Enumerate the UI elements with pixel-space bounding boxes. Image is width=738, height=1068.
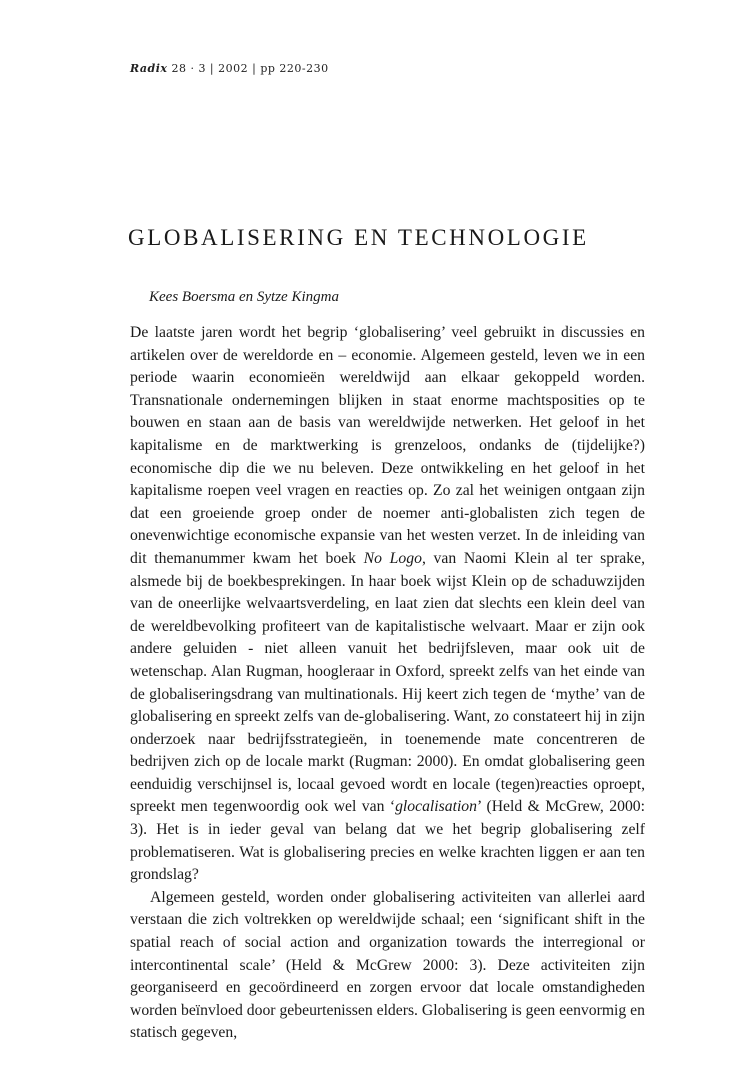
paragraph-1-text-b: , van Naomi Klein al ter sprake, alsmede bij de boekbesprekingen. In haar boek wijst Klein op de schaduwzijden van de oneerlijke welvaartsverdeling, en laat zien dat slechts een klein deel van de wereldbevolking profiteert van de kapitalistische welvaart. Maar er zijn ook andere geluiden - niet alleen vanuit het bedrijfsleven, maar ook uit de wetenschap. Alan Rugman, hoogleraar in Oxford, spreekt zelfs van het einde van de globaliseringsdrang van multinationals. Hij keert zich tegen de ‘mythe’ van de globalisering en spreekt zelfs van de-globalisering. Want, zo constateert hij in zijn onderzoek naar bedrijfsstrategieën, in toenemende mate concentreren de bedrijven zich op de locale markt (Rugman: 2000). En omdat globalisering geen eenduidig verschijnsel is, locaal gevoed wordt en locale (tegen)reacties oproept, spreekt men tegenwoordig ook wel van ‘: [130, 549, 645, 816]
journal-name: Radix: [130, 62, 168, 75]
paragraph-1: [130, 322, 645, 887]
term-glocalisation: glocalisation: [395, 798, 477, 816]
paragraph-1-text-a: De laatste jaren wordt het begrip ‘globalisering’ veel gebruikt in discussies en artikelen over de wereldorde en – economie. Algemeen gesteld, leven we in een periode waarin economieën wereldwijd aan elkaar gekoppeld worden. Transnationale ondernemingen blijken in staat enorme machtsposities op te bouwen en staan aan de basis van wereldwijde netwerken. Het geloof in het kapitalisme en de marktwerking is grenzeloos, ondanks de (tijdelijke?) economische dip die we nu beleven. Deze ontwikkeling en het geloof in het kapitalisme roepen veel vragen en reacties op. Zo zal het weinigen ontgaan zijn dat een groeiende groep onder de noemer anti-globalisten zich tegen de onevenwichtige economische expansie van het westen verzet. In de inleiding van dit themanummer kwam het boek: [130, 324, 645, 567]
paragraph-1-text-c: ’ (Held & McGrew, 2000: 3). Het is in ieder geval van belang dat we het begrip globalisering zelf problematiseren. Wat is globalisering precies en welke krachten liggen er aan ten grondslag?: [130, 798, 645, 884]
running-header: [130, 62, 329, 75]
article-authors: Kees Boersma en Sytze Kingma: [149, 289, 339, 305]
citation: 28 · 3 | 2002 | pp 220-230: [171, 62, 329, 75]
article-body: [130, 322, 645, 1045]
book-title: No Logo: [363, 549, 422, 567]
article-title: GLOBALISERING EN TECHNOLOGIE: [128, 225, 589, 250]
paragraph-2: Algemeen gesteld, worden onder globalisering activiteiten van allerlei aard verstaan die zich voltrekken op wereldwijde schaal; een ‘significant shift in the spatial reach of social action and organization towards the interregional or intercontinental scale’ (Held & McGrew 2000: 3). Deze activiteiten zijn georganiseerd en gecoördineerd en zorgen ervoor dat locale omstandigheden worden beïnvloed door gebeurtenissen elders. Globalisering is geen eenvormig en statisch gegeven,: [130, 888, 645, 1042]
